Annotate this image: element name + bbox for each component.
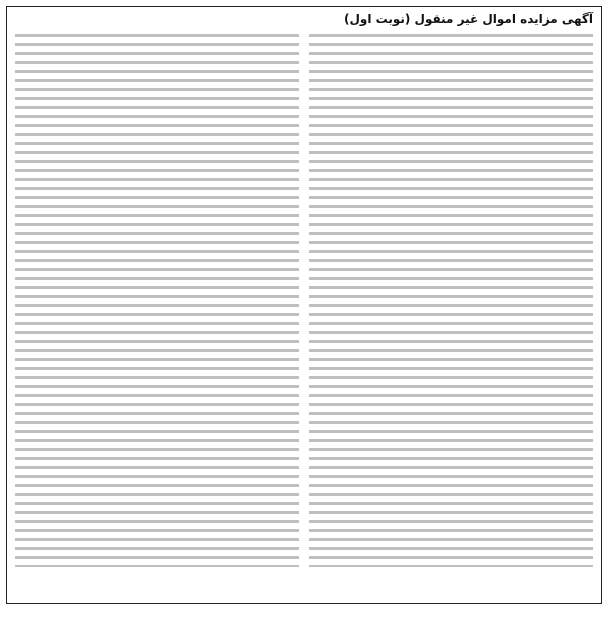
announcement-body (7, 29, 601, 569)
right-column-text-lines (309, 31, 593, 567)
left-text-column (15, 31, 299, 567)
announcement-title: آگهی مزایده اموال غیر منقول (نوبت اول) (344, 12, 593, 26)
announcement-page (6, 6, 602, 604)
right-text-column (309, 31, 593, 567)
announcement-header (7, 7, 601, 29)
left-column-text-lines (15, 31, 299, 567)
